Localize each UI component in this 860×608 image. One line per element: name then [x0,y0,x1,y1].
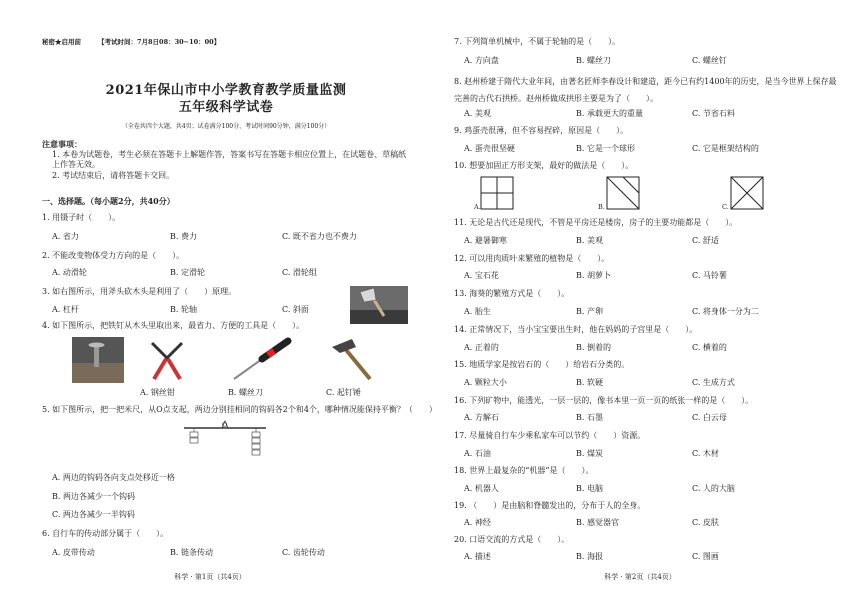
question-18: 18. 世界上最复杂的“机器”是（ ）。 [454,466,594,475]
q5-option-b: B. 两边各减少一个钩码 [52,492,135,501]
note-2: 2. 考试结束后，请将答题卡交回。 [52,171,175,180]
page-footer-1: 科学 · 第1页（共4页） [174,573,246,581]
square-diagonal-support-figure [606,176,640,210]
q5-option-a: A. 两边的钩码各向支点处移近一格 [52,473,175,482]
q14-option-a: A. 正着的 [464,343,499,352]
q8-option-b: B. 承载更大的重量 [576,109,643,118]
fulcrum-label: O [222,421,228,429]
q11-option-b: B. 美观 [576,236,603,245]
q3-option-c: C. 斜面 [282,305,309,314]
section-1-heading: 一、选择题。（每小题2分，共40分） [42,196,175,206]
screwdriver-icon [228,337,298,383]
q18-option-b: B. 电脑 [576,484,603,493]
q10-option-b: B. [598,203,605,211]
exam-title: 2021年保山市中小学教育教学质量监测 [105,83,347,98]
q19-option-b: B. 感觉器官 [576,518,619,527]
q12-option-b: B. 胡萝卜 [576,271,611,280]
q15-option-c: C. 生成方式 [692,378,735,387]
question-16: 16. 下列矿物中，能透光，一层一层的，像书本里一页一页的纸张一样的是（ ）。 [454,396,754,405]
q16-option-b: B. 石墨 [576,413,603,422]
q17-option-a: A. 石油 [464,449,491,458]
exam-subtitle: 五年级科学试卷 [178,100,274,115]
q4-option-a: A. 钢丝钳 [140,388,175,397]
question-17: 17. 尽量骑自行车少乘私家车可以节约（ ）资源。 [454,431,646,440]
q14-option-b: B. 倒着的 [576,343,611,352]
q18-option-c: C. 人的大脑 [692,484,735,493]
q3-option-a: A. 杠杆 [52,305,79,314]
q19-option-c: C. 皮肤 [692,518,719,527]
q6-option-a: A. 皮带传动 [52,548,95,557]
q15-option-a: A. 颗粒大小 [464,378,507,387]
q5-option-c: C. 两边各减少一半钩码 [52,510,135,519]
square-x-support-figure [730,176,764,210]
q1-option-c: C. 既不省力也不费力 [282,232,357,241]
q2-option-c: C. 滑轮组 [282,268,317,277]
q7-option-b: B. 螺丝刀 [576,56,611,65]
question-1: 1. 用镊子时（ ）。 [42,213,121,222]
question-14: 14. 正常情况下，当小宝宝要出生时，他在妈妈的子宫里是（ ）。 [454,325,698,334]
q6-option-c: C. 齿轮传动 [282,548,325,557]
exam-time: 【考试时间：7月8日08：30−10：00】 [98,38,221,46]
q19-option-a: A. 神经 [464,518,491,527]
q1-option-b: B. 费力 [170,232,197,241]
q13-option-c: C. 将身体一分为二 [692,307,759,316]
q7-option-a: A. 方向盘 [464,56,499,65]
question-8: 8. 赵州桥建于隋代大业年间，由著名匠师李春设计和建造，距今已有约1400年的历史，是当今世界上保存最完善的古代石拱桥。赵州桥做成拱形主要是为了（ ）。 [454,77,837,103]
exam-instructions: （全卷共四个大题，共4页；试卷满分100分，考试时间90分钟，满分100分） [121,123,331,130]
question-6: 6. 自行车的传动部分属于（ ）。 [42,529,169,538]
q17-option-c: C. 木材 [692,449,719,458]
q12-option-c: C. 马铃薯 [692,271,727,280]
pliers-icon [142,337,194,383]
question-4: 4. 如下图所示，把铁钉从木头里取出来，最省力、方便的工具是（ ）。 [42,321,305,330]
q15-option-b: B. 软硬 [576,378,603,387]
axe-image [350,286,408,324]
page-footer-2: 科学 · 第2页（共4页） [604,573,676,581]
question-20: 20. 口语交流的方式是（ ）。 [454,535,570,544]
q20-option-c: C. 图画 [692,552,719,561]
q12-option-a: A. 宝石花 [464,271,499,280]
q18-option-a: A. 机器人 [464,484,499,493]
q2-option-b: B. 定滑轮 [170,268,205,277]
nail-in-wood-image [72,337,124,383]
q20-option-b: B. 海报 [576,552,603,561]
q14-option-c: C. 横着的 [692,343,727,352]
q8-option-c: C. 节省石料 [692,109,735,118]
q13-option-b: B. 产卵 [576,307,603,316]
question-7: 7. 下列简单机械中，不属于轮轴的是（ ）。 [454,37,621,46]
q9-option-c: C. 它是框架结构的 [692,144,759,153]
q20-option-a: A. 描述 [464,552,491,561]
q11-option-a: A. 避暑御寒 [464,236,507,245]
question-5: 5. 如下图所示，把一把米尺，从O点支起，两边分别挂相同的钩码各2个和4个，哪种情况能保持平衡？（ ） [42,405,437,414]
claw-hammer-icon [330,337,380,383]
q6-option-b: B. 链条传动 [170,548,213,557]
notes-heading: 注意事项： [42,139,82,149]
square-cross-support-figure [480,176,514,210]
q17-option-b: B. 煤炭 [576,449,603,458]
question-12: 12. 可以用肉质叶来繁殖的植物是（ ）。 [454,254,610,263]
q9-option-b: B. 它是一个球形 [576,144,635,153]
q1-option-a: A. 省力 [52,232,79,241]
q3-option-b: B. 轮轴 [170,305,197,314]
question-13: 13. 海葵的繁殖方式是（ ）。 [454,289,570,298]
q2-option-a: A. 动滑轮 [52,268,87,277]
question-3: 3. 如右图所示，用斧头砍木头是利用了（ ）原理。 [42,287,237,296]
question-2: 2. 不能改变物体受力方向的是（ ）。 [42,251,185,260]
q4-option-c: C. 起钉锤 [326,388,361,397]
question-15: 15. 地质学家是按岩石的（ ）给岩石分类的。 [454,360,630,369]
q8-option-a: A. 美观 [464,109,491,118]
note-1: 1. 本卷为试题卷，考生必须在答题卡上解题作答，答案书写在答题卡相应位置上，在试题卷、草稿纸上作答无效。 [52,150,407,169]
q16-option-a: A. 方解石 [464,413,499,422]
q9-option-a: A. 蛋壳很坚硬 [464,144,515,153]
q11-option-c: C. 舒适 [692,236,719,245]
q10-option-a: A. [474,203,481,211]
q10-option-c: C. [722,203,729,211]
secret-label: 秘密★启用前 [42,38,81,46]
page-2 [430,0,860,608]
question-10: 10. 想要加固正方形支架，最好的做法是（ ）。 [454,161,634,170]
question-9: 9. 鸡蛋壳很薄，但不容易捏碎，原因是（ ）。 [454,126,629,135]
q7-option-c: C. 螺丝钉 [692,56,727,65]
q13-option-a: A. 胎生 [464,307,491,316]
q4-option-b: B. 螺丝刀 [228,388,263,397]
question-19: 19. （ ）是由脑和脊髓发出的，分布于人的全身。 [454,501,646,510]
question-11: 11. 无论是古代还是现代，不管是平房还是楼房，房子的主要功能都是（ ）。 [454,218,738,227]
q16-option-c: C. 白云母 [692,413,727,422]
